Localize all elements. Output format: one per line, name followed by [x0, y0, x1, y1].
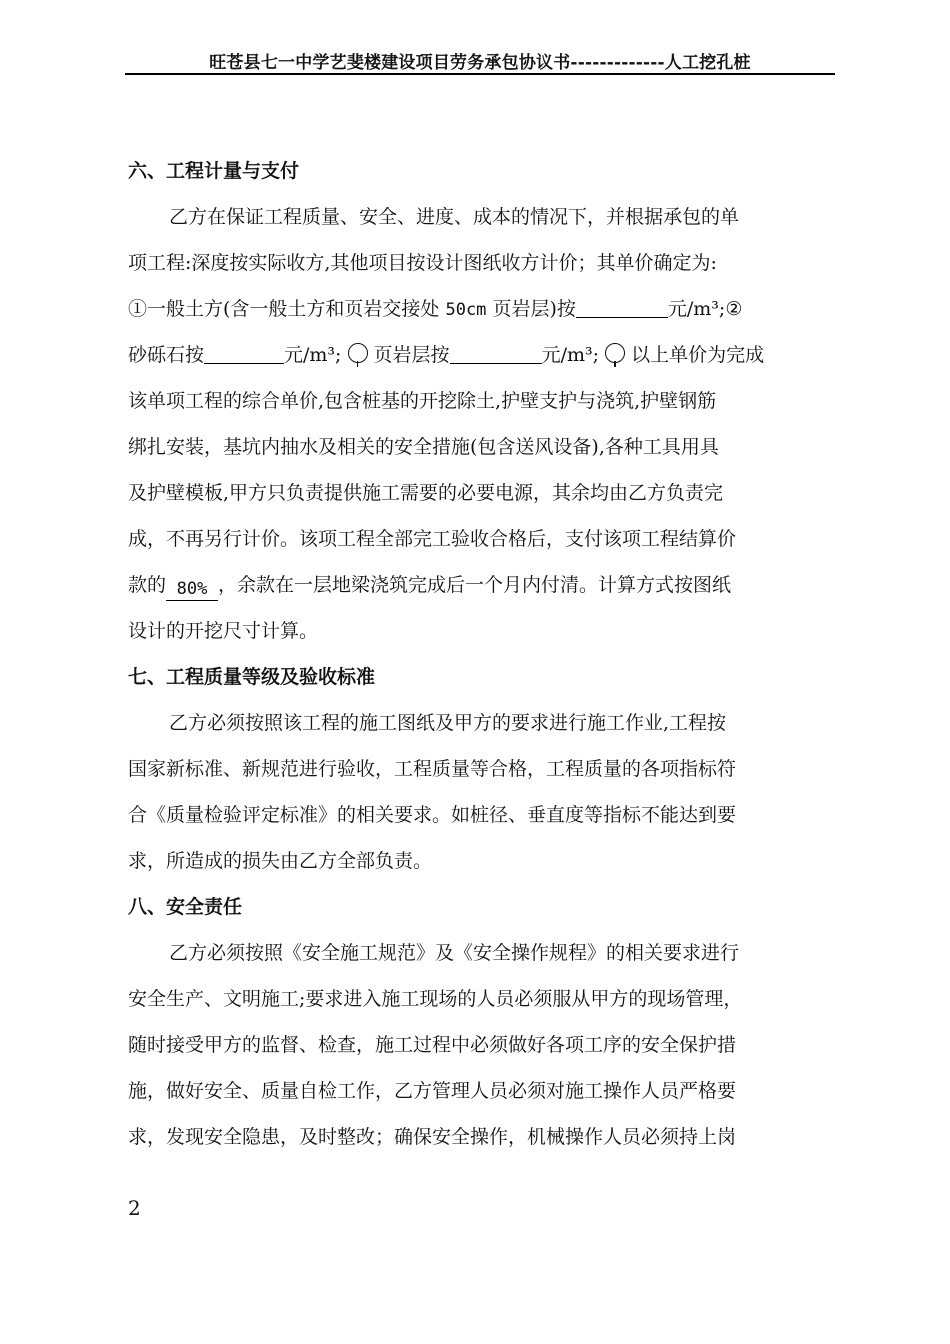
paragraph-line: 项工程:深度按实际收方,其他项目按设计图纸收方计价；其单价确定为:: [128, 252, 717, 274]
price-soil-lead: ①一般土方(含一般土方和页岩交接处: [128, 298, 440, 320]
circled-3-icon: [348, 343, 368, 363]
gravel-price-blank: [204, 341, 284, 364]
paragraph-line: 安全生产、文明施工;要求进入施工现场的人员必须服从甲方的现场管理，: [128, 988, 743, 1010]
section-8-paragraph: [128, 930, 848, 1160]
paragraph-line: 国家新标准、新规范进行验收，工程质量等合格，工程质量的各项指标符: [128, 758, 737, 780]
paragraph-line: 求，所造成的损失由乙方全部负责。: [128, 850, 433, 872]
paragraph-line: 该单项工程的综合单价,包含桩基的开挖除土,护壁支护与浇筑,护壁钢筋: [128, 390, 717, 412]
price-soil-size: 50cm: [445, 300, 487, 320]
paragraph-line: 施，做好安全、质量自检工作，乙方管理人员必须对施工操作人员严格要: [128, 1080, 737, 1102]
section-heading-6: 六、工程计量与支付: [128, 160, 300, 182]
header-rule: [125, 73, 835, 75]
payment-line: [128, 562, 848, 608]
price-tail: 以上单价为完成: [631, 344, 765, 366]
price-shale-lead: 页岩层按: [373, 344, 450, 366]
price-soil-mid: 页岩层)按: [492, 298, 576, 320]
header-title: 旺苍县七一中学艺斐楼建设项目劳务承包协议书-------------人工挖孔桩: [209, 53, 751, 73]
price-soil-unit: 元/m³;②: [667, 298, 743, 320]
paragraph-line: 随时接受甲方的监督、检查，施工过程中必须做好各项工序的安全保护措: [128, 1034, 737, 1056]
circled-4-icon: [605, 343, 625, 363]
page-number: 2: [128, 1196, 141, 1220]
paragraph-line: 成，不再另行计价。该项工程全部完工验收合格后，支付该项工程结算价: [128, 528, 737, 550]
paragraph-line: 乙方在保证工程质量、安全、进度、成本的情况下，并根据承包的单: [169, 206, 740, 228]
soil-price-blank: [576, 295, 668, 318]
price-line-soil: [128, 286, 848, 332]
section-heading-7: 七、工程质量等级及验收标准: [128, 666, 376, 688]
price-gravel-lead: 砂砾石按: [128, 344, 205, 366]
paragraph-line: 乙方必须按照该工程的施工图纸及甲方的要求进行施工作业,工程按: [169, 712, 727, 734]
payment-lead: 款的: [128, 574, 167, 596]
document-body: [128, 148, 848, 1160]
paragraph-line: 及护壁模板,甲方只负责提供施工需要的必要电源，其余均由乙方负责完: [128, 482, 724, 504]
paragraph-line: 合《质量检验评定标准》的相关要求。如桩径、垂直度等指标不能达到要: [128, 804, 737, 826]
section-6-paragraph: [128, 194, 848, 654]
paragraph-line: 乙方必须按照《安全施工规范》及《安全操作规程》的相关要求进行: [169, 942, 740, 964]
shale-price-blank: [450, 341, 542, 364]
page-header: [125, 40, 835, 74]
paragraph-line: 设计的开挖尺寸计算。: [128, 620, 319, 642]
section-7-paragraph: [128, 700, 848, 884]
payment-percent: 80%: [166, 578, 218, 601]
paragraph-line: 绑扎安装，基坑内抽水及相关的安全措施(包含送风设备),各种工具用具: [128, 436, 719, 458]
price-shale-unit: 元/m³;: [541, 344, 599, 366]
payment-tail: ，余款在一层地梁浇筑完成后一个月内付清。计算方式按图纸: [218, 574, 732, 596]
price-gravel-unit: 元/m³;: [284, 344, 342, 366]
price-line-gravel: [128, 332, 848, 378]
paragraph-line: 求，发现安全隐患，及时整改；确保安全操作，机械操作人员必须持上岗: [128, 1126, 737, 1148]
section-heading-8: 八、安全责任: [128, 896, 243, 918]
